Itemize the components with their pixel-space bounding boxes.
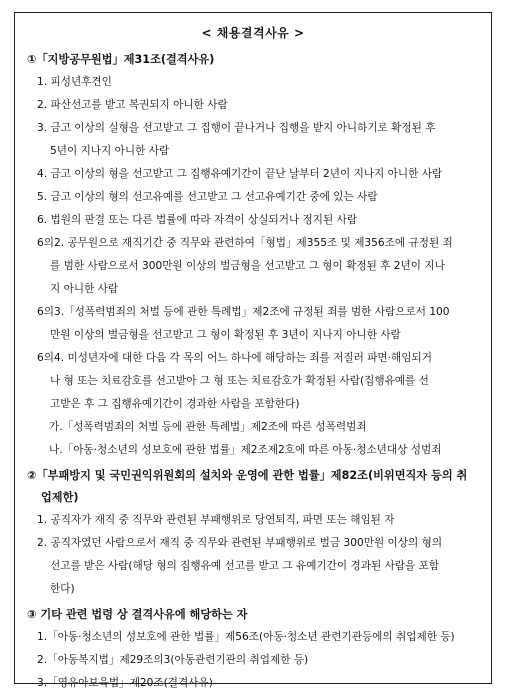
section2-list [15, 509, 491, 601]
list-item: 3.「영유아보육법」제20조(결격사유) [37, 677, 213, 689]
sub-item: 나.「아동·청소년의 성보호에 관한 법률」제2조제2호에 따른 아동·청소년대상 성범죄 [49, 444, 442, 456]
list-item: 5. 금고 이상의 형의 선고유예를 선고받고 그 선고유예기간 중에 있는 사람 [37, 191, 378, 203]
list-item: 6의4. 미성년자에 대한 다음 각 목의 어느 하나에 해당하는 죄를 저질러 파면·해임되거 나 형 또는 치료감호를 선고받아 그 형 또는 치료감호가 확정된 사람(집행유예를 선 고받은 후 그 집행유예기간이 경과한 사람을 포함한다) [37, 352, 432, 410]
disqualification-notice [14, 12, 492, 689]
section3-list [15, 626, 491, 695]
list-item: 1. 피성년후견인 [37, 76, 112, 88]
section1-list [15, 71, 491, 462]
list-item: 6. 법원의 판결 또는 다른 법률에 따라 자격이 상실되거나 정지된 사람 [37, 214, 358, 226]
sub-item: 가.「성폭력범죄의 처벌 등에 관한 특례법」제2조에 따른 성폭력범죄 [49, 421, 367, 433]
page-title: < 채용결격사유 > [201, 26, 305, 40]
list-item: 6의2. 공무원으로 재직기간 중 직무와 관련하여「형법」제355조 및 제356조에 규정된 죄 를 범한 사람으로서 300만원 이상의 벌금형을 선고받고 그 형이 확정된 후 2년이 지나 지 아니한 사람 [37, 237, 453, 295]
list-item: 2. 파산선고를 받고 복권되지 아니한 사람 [37, 99, 228, 111]
section2-heading: ②「부패방지 및 국민권익위원회의 설치와 운영에 관한 법률」제82조(비위면직자 등의 취 업제한) [27, 469, 468, 504]
list-item: 1.「아동·청소년의 성보호에 관한 법률」제56조(아동·청소년 관련기관등에의 취업제한 등) [37, 631, 455, 643]
list-item: 4. 금고 이상의 형을 선고받고 그 집행유예기간이 끝난 날부터 2년이 지나지 아니한 사람 [37, 168, 443, 180]
list-item: 3. 금고 이상의 실형을 선고받고 그 집행이 끝나거나 집행을 받지 아니하기로 확정된 후 5년이 지나지 아니한 사람 [37, 122, 436, 157]
list-item: 6의3.「성폭력범죄의 처벌 등에 관한 특례법」제2조에 규정된 죄를 범한 사람으로서 100 만원 이상의 벌금형을 선고받고 그 형이 확정된 후 3년이 지나지 아니한 사람 [37, 306, 450, 341]
list-item: 2.「아동복지법」제29조의3(아동관련기관의 취업제한 등) [37, 654, 309, 666]
list-item: 2. 공직자였던 사람으로서 재직 중 직무와 관련된 부패행위로 벌금 300만원 이상의 형의 선고를 받은 사람(해당 형의 집행유예 선고를 받고 그 유예기간이 경과된 사람을 포함 한다) [37, 537, 443, 595]
section1-heading: ①「지방공무원법」제31조(결격사유) [27, 53, 215, 66]
section3-heading: ③ 기타 관련 법령 상 결격사유에 해당하는 자 [27, 608, 248, 621]
list-item: 1. 공직자가 재직 중 직무와 관련된 부패행위로 당연퇴직, 파면 또는 해임된 자 [37, 514, 395, 526]
